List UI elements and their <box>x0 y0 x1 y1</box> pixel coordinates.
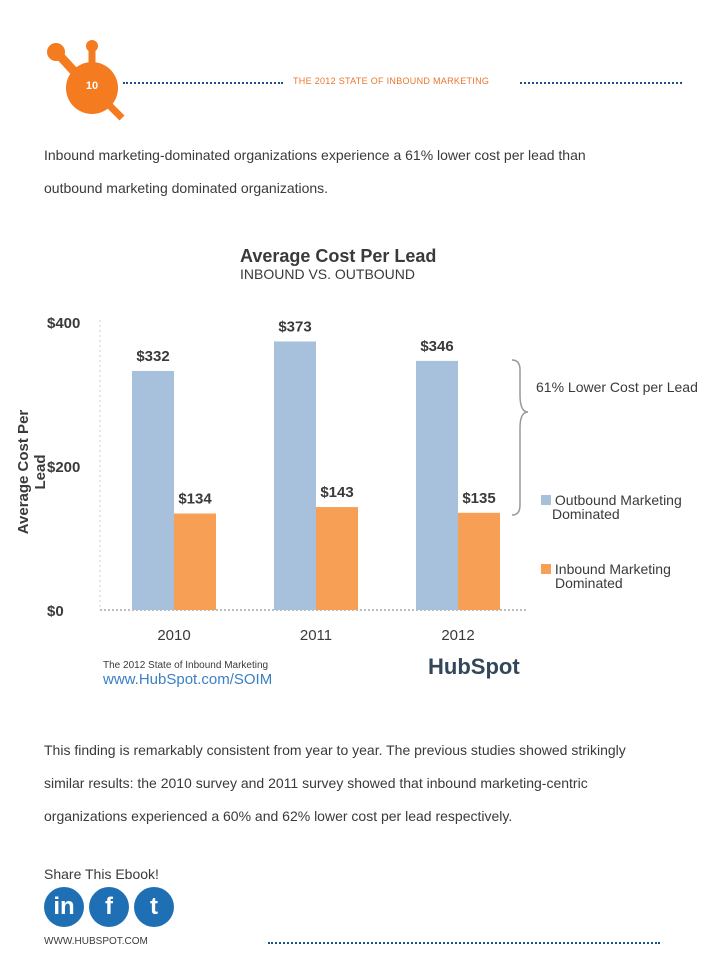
chart-title: Average Cost Per Lead <box>240 246 437 266</box>
x-tick-label: 2010 <box>157 627 191 644</box>
chart-subtitle: INBOUND VS. OUTBOUND <box>240 266 416 282</box>
body-line-3: organizations experienced a 60% and 62% lower cost per lead respectively. <box>44 808 513 824</box>
data-label-inbound-2010: $134 <box>178 490 212 508</box>
legend-outbound <box>541 493 682 521</box>
facebook-icon[interactable]: f <box>89 887 129 927</box>
bar-outbound-2011 <box>274 341 316 610</box>
data-label-outbound-2011: $373 <box>278 318 312 336</box>
footer-divider <box>268 942 660 944</box>
intro-line-2: outbound marketing dominated organizations. <box>44 180 329 196</box>
chart-source: The 2012 State of Inbound Marketing <box>103 660 269 671</box>
data-label-inbound-2012: $135 <box>462 489 496 507</box>
hubspot-logo: HubSpot <box>428 654 520 679</box>
bar-chart <box>0 300 728 650</box>
footer-url[interactable]: WWW.HUBSPOT.COM <box>44 936 148 947</box>
header-divider-left <box>123 82 283 84</box>
share-label: Share This Ebook! <box>44 866 159 882</box>
legend-inbound-label: Inbound Marketing <box>554 561 671 577</box>
intro-line-1: Inbound marketing-dominated organizations experience a 61% lower cost per lead than <box>44 147 586 163</box>
legend-outbound-label: Outbound Marketing <box>554 492 682 508</box>
body-line-2: similar results: the 2010 survey and 2011 survey showed that inbound marketing-centric <box>44 775 588 791</box>
legend-inbound-label-2: Dominated <box>555 575 623 591</box>
legend-inbound <box>541 562 671 590</box>
legend-inbound-swatch <box>541 564 551 574</box>
y-tick-label: $400 <box>47 315 81 332</box>
bar-inbound-2012 <box>458 513 500 610</box>
page-number: 10 <box>85 80 99 92</box>
chart-y-axis-label: Average Cost Per Lead <box>15 409 49 535</box>
linkedin-icon[interactable]: in <box>44 887 84 927</box>
x-tick-label: 2011 <box>299 627 333 644</box>
body-line-1: This finding is remarkably consistent from year to year. The previous studies showed strikingly <box>44 742 626 758</box>
difference-bracket <box>512 360 528 515</box>
bar-outbound-2010 <box>132 371 174 610</box>
twitter-icon[interactable]: t <box>134 887 174 927</box>
y-tick-label: $200 <box>47 459 81 476</box>
data-label-inbound-2011: $143 <box>320 484 354 502</box>
data-label-outbound-2012: $346 <box>420 337 454 355</box>
annotation-label: 61% Lower Cost per Lead <box>536 379 698 395</box>
chart-source-url[interactable]: www.HubSpot.com/SOIM <box>103 671 273 688</box>
bar-inbound-2010 <box>174 514 216 610</box>
bar-inbound-2011 <box>316 507 358 610</box>
header-divider-right <box>520 82 682 84</box>
x-tick-label: 2012 <box>441 627 475 644</box>
y-tick-label: $0 <box>47 603 64 620</box>
data-label-outbound-2010: $332 <box>136 347 170 365</box>
header-title: THE 2012 STATE OF INBOUND MARKETING <box>293 76 490 86</box>
legend-outbound-swatch <box>541 495 551 505</box>
legend-outbound-label-2: Dominated <box>552 506 620 522</box>
bar-outbound-2012 <box>416 361 458 610</box>
